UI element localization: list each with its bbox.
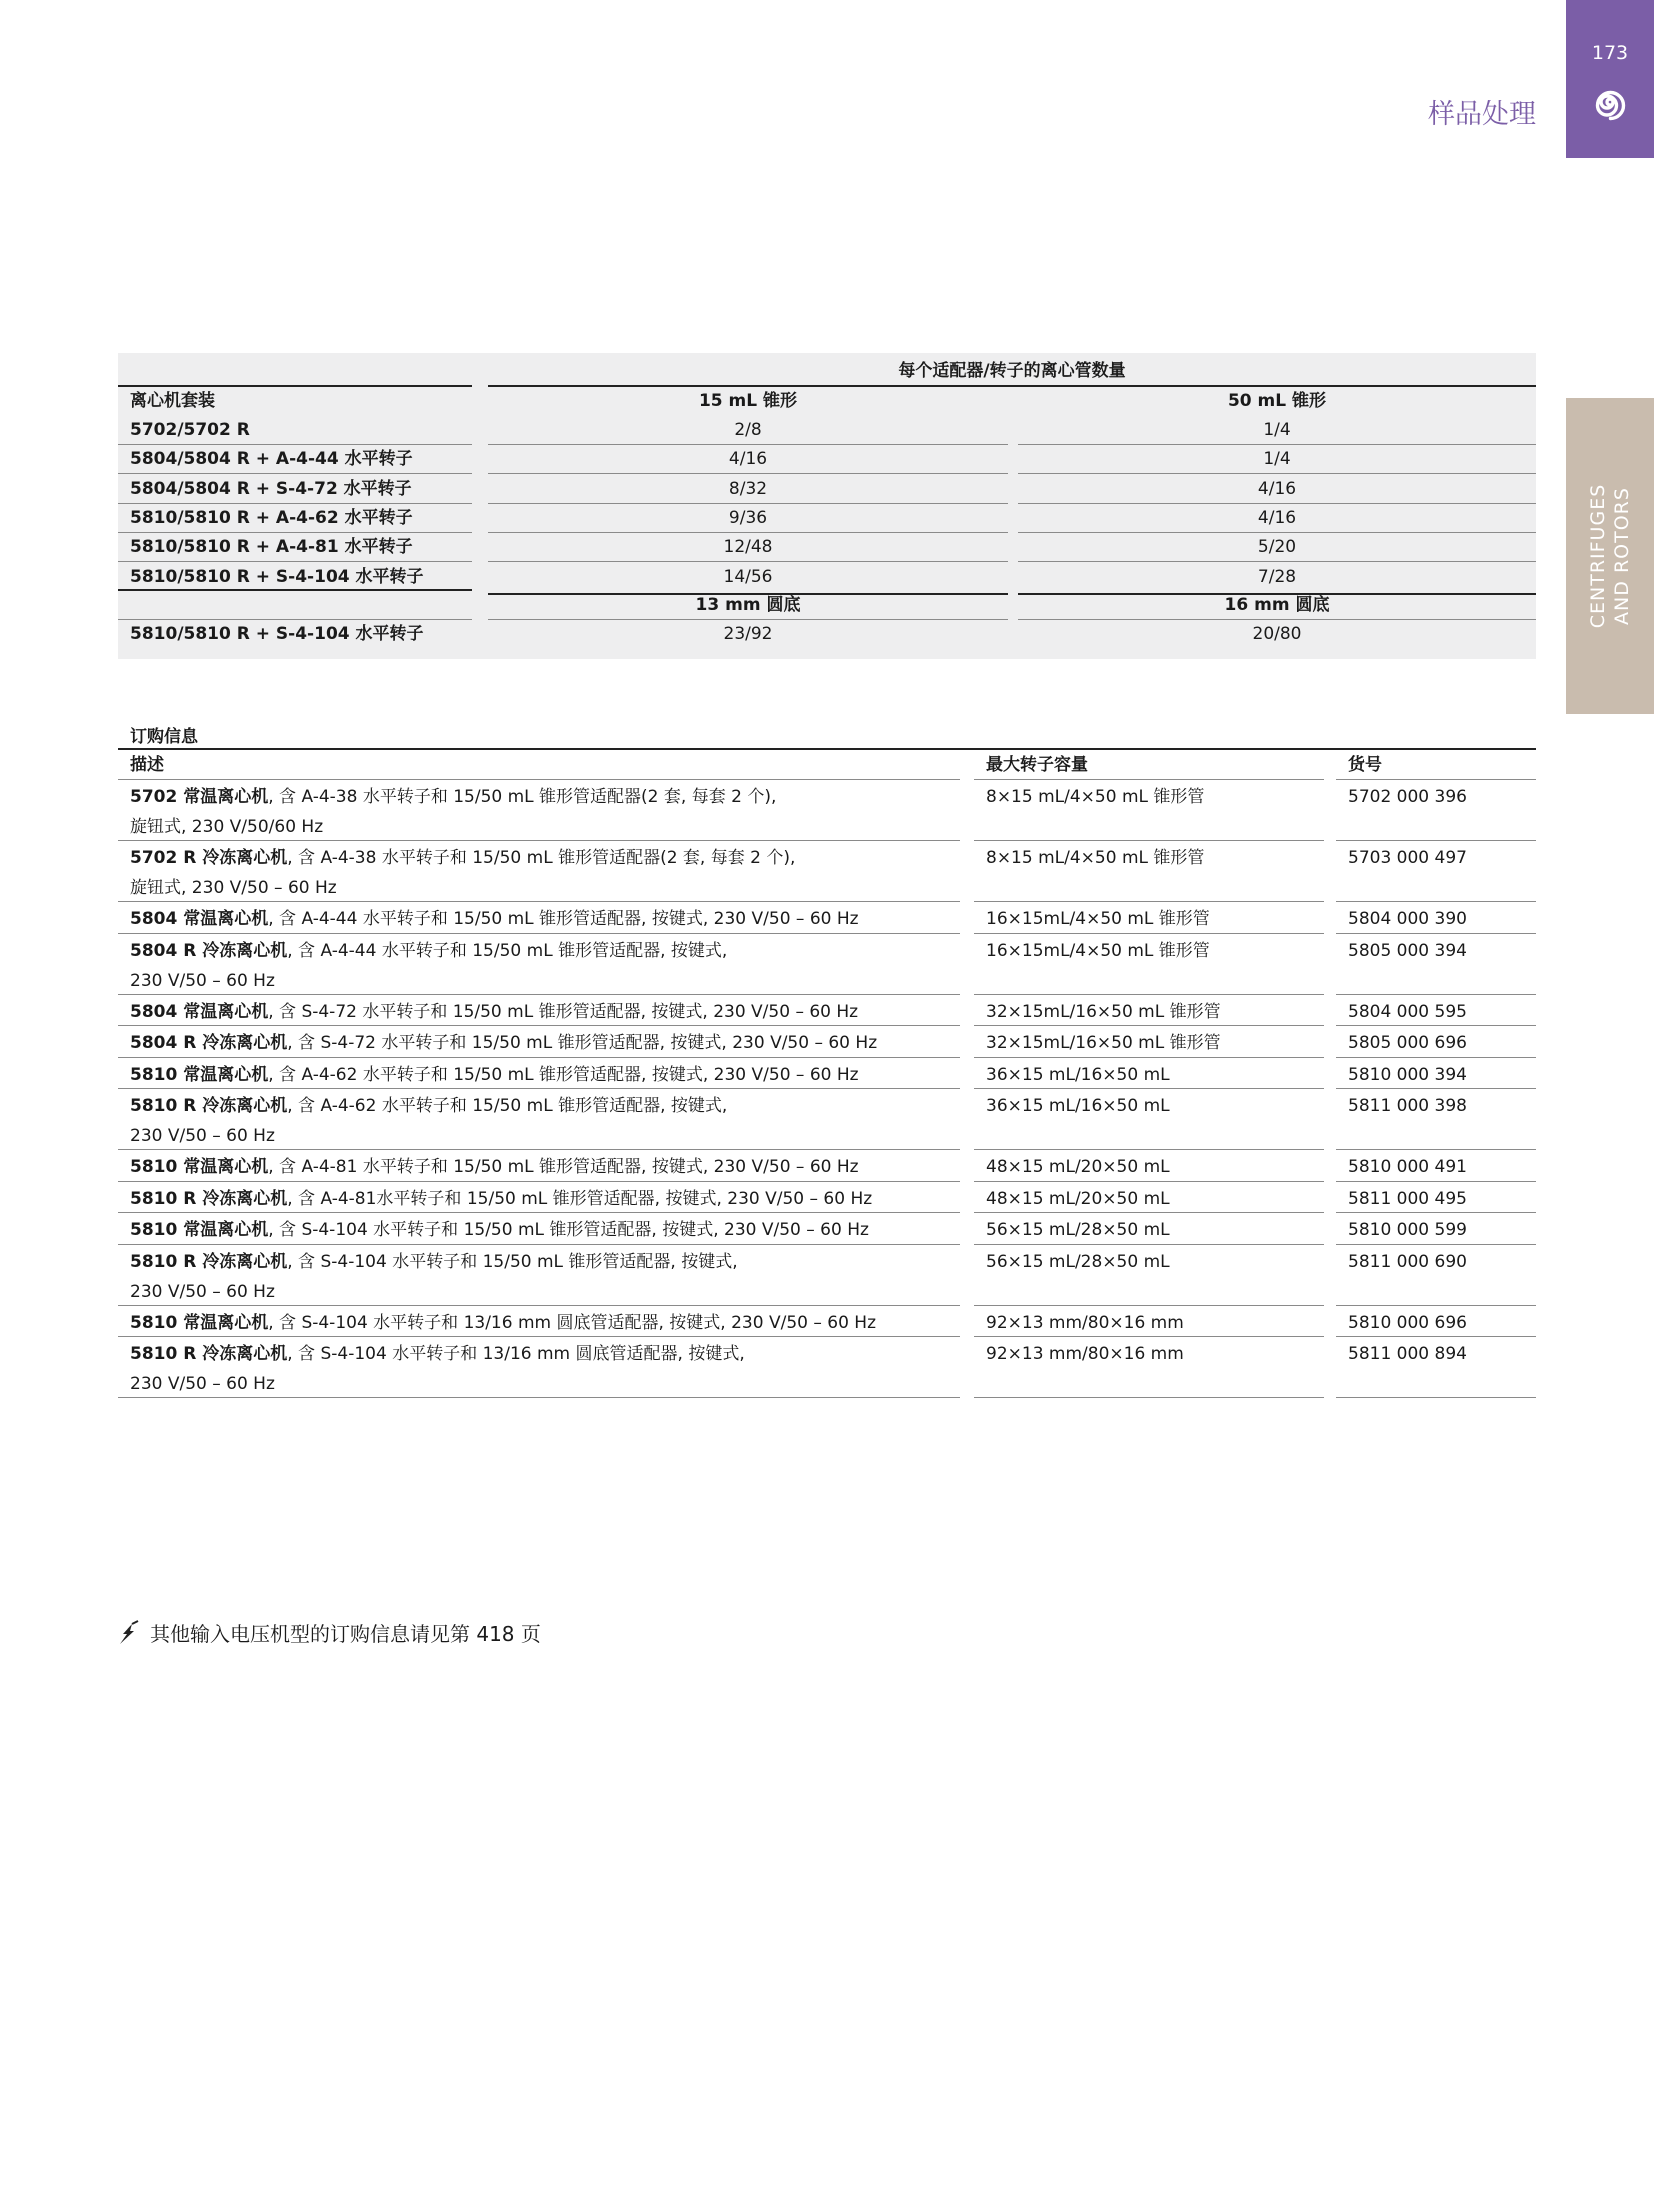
order-row xyxy=(118,1306,1536,1338)
order-capacity: 92×13 mm/80×16 mm xyxy=(986,1344,1184,1364)
order-row xyxy=(118,1337,1536,1398)
order-number: 5810 000 599 xyxy=(1348,1220,1467,1240)
sub-row-13mm: 23/92 xyxy=(723,624,773,644)
order-capacity: 36×15 mL/16×50 mL xyxy=(986,1064,1170,1085)
order-description-line1: , 含 A-4-38 水平转子和 15/50 mL 锥形管适配器(2 套, 每套 2 个), xyxy=(268,787,777,807)
order-row xyxy=(118,995,1536,1027)
capacity-row-kit: 5810/5810 R + A-4-62 水平转子 xyxy=(130,507,413,528)
row-divider xyxy=(1336,1397,1536,1398)
order-description xyxy=(130,902,859,934)
order-number: 5804 000 390 xyxy=(1348,909,1467,929)
order-row xyxy=(118,1026,1536,1058)
capacity-row-50ml: 4/16 xyxy=(1257,478,1297,499)
order-capacity: 56×15 mL/28×50 mL xyxy=(986,1251,1170,1272)
capacity-row-15ml: 9/36 xyxy=(728,507,768,528)
order-description-line1: , 含 S-4-104 水平转子和 15/50 mL 锥形管适配器, 按键式, 230 V/50 – 60 Hz xyxy=(268,1220,869,1240)
side-tab-label xyxy=(1586,484,1634,629)
order-description-line1: , 含 A-4-62 水平转子和 15/50 mL 锥形管适配器, 按键式, 230 V/50 – 60 Hz xyxy=(268,1064,859,1085)
sub-row-16mm: 20/80 xyxy=(1252,624,1302,644)
order-description xyxy=(130,841,795,903)
order-number: 5703 000 497 xyxy=(1348,848,1467,868)
order-row xyxy=(118,1089,1536,1150)
order-model: 5804 常温离心机 xyxy=(130,1001,269,1022)
order-capacity: 32×15mL/16×50 mL 锥形管 xyxy=(986,1033,1221,1053)
order-description-line1: , 含 A-4-44 水平转子和 15/50 mL 锥形管适配器, 按键式, xyxy=(287,940,728,961)
order-model: 5810 R 冷冻离心机 xyxy=(130,1344,288,1364)
row-divider xyxy=(974,1397,1324,1398)
footnote-text: 其他输入电压机型的订购信息请见第 418 页 xyxy=(150,1622,541,1646)
order-description-line1: , 含 A-4-81 水平转子和 15/50 mL 锥形管适配器, 按键式, 230 V/50 – 60 Hz xyxy=(268,1157,859,1177)
page-tab xyxy=(1566,0,1654,158)
order-model: 5810 R 冷冻离心机 xyxy=(130,1188,288,1209)
order-capacity: 8×15 mL/4×50 mL 锥形管 xyxy=(986,848,1205,868)
order-row xyxy=(118,841,1536,902)
order-model: 5702 R 冷冻离心机 xyxy=(130,848,288,868)
capacity-row-50ml: 1/4 xyxy=(1263,449,1291,470)
order-description xyxy=(130,1150,859,1182)
col-13mm-header: 13 mm 圆底 xyxy=(695,595,801,615)
page-number: 173 xyxy=(1591,42,1629,64)
order-model: 5804 R 冷冻离心机 xyxy=(130,940,288,961)
order-description xyxy=(130,1026,877,1058)
order-number: 5811 000 495 xyxy=(1348,1188,1467,1209)
order-description-line1: , 含 S-4-104 水平转子和 13/16 mm 圆底管适配器, 按键式, 230 V/50 – 60 Hz xyxy=(268,1312,877,1333)
capacity-row-15ml: 8/32 xyxy=(728,478,768,499)
order-description xyxy=(130,1089,727,1151)
swirl-icon xyxy=(1593,88,1627,122)
order-number: 5811 000 894 xyxy=(1348,1344,1467,1364)
order-row xyxy=(118,1213,1536,1245)
order-model: 5810 R 冷冻离心机 xyxy=(130,1251,288,1272)
order-description-line2: 230 V/50 – 60 Hz xyxy=(130,1126,275,1146)
capacity-row-15ml: 14/56 xyxy=(723,566,773,587)
order-description-line1: , 含 S-4-72 水平转子和 15/50 mL 锥形管适配器, 按键式, 230 V/50 – 60 Hz xyxy=(287,1033,878,1053)
col-capacity-header: 最大转子容量 xyxy=(986,755,1088,775)
order-description-line1: , 含 S-4-104 水平转子和 13/16 mm 圆底管适配器, 按键式, xyxy=(287,1344,745,1364)
order-description xyxy=(130,1337,745,1399)
order-number: 5810 000 491 xyxy=(1348,1157,1467,1177)
lightning-bolt-icon xyxy=(118,1620,140,1646)
order-model: 5810 常温离心机 xyxy=(130,1157,269,1177)
order-row xyxy=(118,1150,1536,1182)
side-tab xyxy=(1566,398,1654,714)
footnote xyxy=(118,1618,541,1647)
order-capacity: 36×15 mL/16×50 mL xyxy=(986,1096,1170,1116)
capacity-row-15ml: 12/48 xyxy=(723,537,773,558)
capacity-row-50ml: 4/16 xyxy=(1257,507,1297,528)
side-tab-line1: CENTRIFUGES xyxy=(1587,483,1609,629)
order-number: 5805 000 394 xyxy=(1348,940,1467,961)
order-description-line2: 230 V/50 – 60 Hz xyxy=(130,970,275,991)
capacity-row-kit: 5804/5804 R + S-4-72 水平转子 xyxy=(130,478,412,499)
order-capacity: 92×13 mm/80×16 mm xyxy=(986,1312,1184,1333)
capacity-row-kit: 5804/5804 R + A-4-44 水平转子 xyxy=(130,449,413,470)
row-divider xyxy=(118,1397,960,1398)
order-number: 5811 000 398 xyxy=(1348,1096,1467,1116)
order-number: 5804 000 595 xyxy=(1348,1001,1467,1022)
capacity-row-kit: 5810/5810 R + A-4-81 水平转子 xyxy=(130,537,413,558)
section-title: 样品处理 xyxy=(1428,99,1536,130)
order-number: 5805 000 696 xyxy=(1348,1033,1467,1053)
order-capacity: 8×15 mL/4×50 mL 锥形管 xyxy=(986,787,1205,807)
order-model: 5810 常温离心机 xyxy=(130,1220,269,1240)
order-description-line2: 230 V/50 – 60 Hz xyxy=(130,1281,275,1302)
order-model: 5804 R 冷冻离心机 xyxy=(130,1033,288,1053)
order-row xyxy=(118,780,1536,841)
capacity-row-15ml: 2/8 xyxy=(734,420,762,440)
order-capacity: 48×15 mL/20×50 mL xyxy=(986,1157,1170,1177)
order-number: 5810 000 394 xyxy=(1348,1064,1467,1085)
capacity-group-header: 每个适配器/转子的离心管数量 xyxy=(898,361,1126,381)
capacity-row-15ml: 4/16 xyxy=(728,449,768,470)
order-row xyxy=(118,902,1536,934)
order-row xyxy=(118,934,1536,995)
order-capacity: 16×15mL/4×50 mL 锥形管 xyxy=(986,940,1210,961)
capacity-table xyxy=(118,353,1536,659)
order-capacity: 48×15 mL/20×50 mL xyxy=(986,1188,1170,1209)
sub-row-kit: 5810/5810 R + S-4-104 水平转子 xyxy=(130,624,424,644)
col-15ml-header: 15 mL 锥形 xyxy=(698,391,798,411)
order-model: 5804 常温离心机 xyxy=(130,909,269,929)
order-number: 5810 000 696 xyxy=(1348,1312,1467,1333)
capacity-row-50ml: 1/4 xyxy=(1263,420,1291,440)
order-description xyxy=(130,1245,738,1307)
order-model: 5810 R 冷冻离心机 xyxy=(130,1096,288,1116)
order-description-line1: , 含 A-4-81水平转子和 15/50 mL 锥形管适配器, 按键式, 230 V/50 – 60 Hz xyxy=(287,1188,873,1209)
order-model: 5702 常温离心机 xyxy=(130,787,269,807)
order-description-line1: , 含 S-4-104 水平转子和 15/50 mL 锥形管适配器, 按键式, xyxy=(287,1251,738,1272)
order-description xyxy=(130,1182,872,1214)
order-model: 5810 常温离心机 xyxy=(130,1312,269,1333)
order-description-line1: , 含 A-4-44 水平转子和 15/50 mL 锥形管适配器, 按键式, 230 V/50 – 60 Hz xyxy=(268,909,859,929)
order-row xyxy=(118,1182,1536,1214)
order-capacity: 32×15mL/16×50 mL 锥形管 xyxy=(986,1001,1221,1022)
capacity-row-50ml: 7/28 xyxy=(1257,566,1297,587)
order-description-line2: 230 V/50 – 60 Hz xyxy=(130,1374,275,1394)
order-row xyxy=(118,1245,1536,1306)
col-kit-header: 离心机套装 xyxy=(130,391,215,411)
order-model: 5810 常温离心机 xyxy=(130,1064,269,1085)
col-description-header: 描述 xyxy=(130,755,164,775)
order-row xyxy=(118,1058,1536,1090)
col-order-number-header: 货号 xyxy=(1348,755,1382,775)
side-tab-line2: AND ROTORS xyxy=(1611,487,1633,625)
ordering-heading: 订购信息 xyxy=(130,727,198,747)
order-description xyxy=(130,1058,859,1090)
order-description-line2: 旋钮式, 230 V/50 – 60 Hz xyxy=(130,878,337,898)
col-16mm-header: 16 mm 圆底 xyxy=(1224,595,1330,615)
order-capacity: 16×15mL/4×50 mL 锥形管 xyxy=(986,909,1210,929)
order-description xyxy=(130,1306,876,1338)
order-capacity: 56×15 mL/28×50 mL xyxy=(986,1220,1170,1240)
capacity-row-kit: 5702/5702 R xyxy=(130,420,250,440)
order-description-line2: 旋钮式, 230 V/50/60 Hz xyxy=(130,817,324,837)
order-description xyxy=(130,1213,869,1245)
order-number: 5811 000 690 xyxy=(1348,1251,1467,1272)
order-description xyxy=(130,995,858,1027)
order-description xyxy=(130,780,776,842)
order-description-line1: , 含 A-4-38 水平转子和 15/50 mL 锥形管适配器(2 套, 每套 2 个), xyxy=(287,848,796,868)
order-number: 5702 000 396 xyxy=(1348,787,1467,807)
order-description-line1: , 含 S-4-72 水平转子和 15/50 mL 锥形管适配器, 按键式, 230 V/50 – 60 Hz xyxy=(268,1001,859,1022)
order-description-line1: , 含 A-4-62 水平转子和 15/50 mL 锥形管适配器, 按键式, xyxy=(287,1096,728,1116)
capacity-row-50ml: 5/20 xyxy=(1257,537,1297,558)
order-description xyxy=(130,934,727,996)
col-50ml-header: 50 mL 锥形 xyxy=(1227,391,1327,411)
capacity-row-kit: 5810/5810 R + S-4-104 水平转子 xyxy=(130,566,424,587)
